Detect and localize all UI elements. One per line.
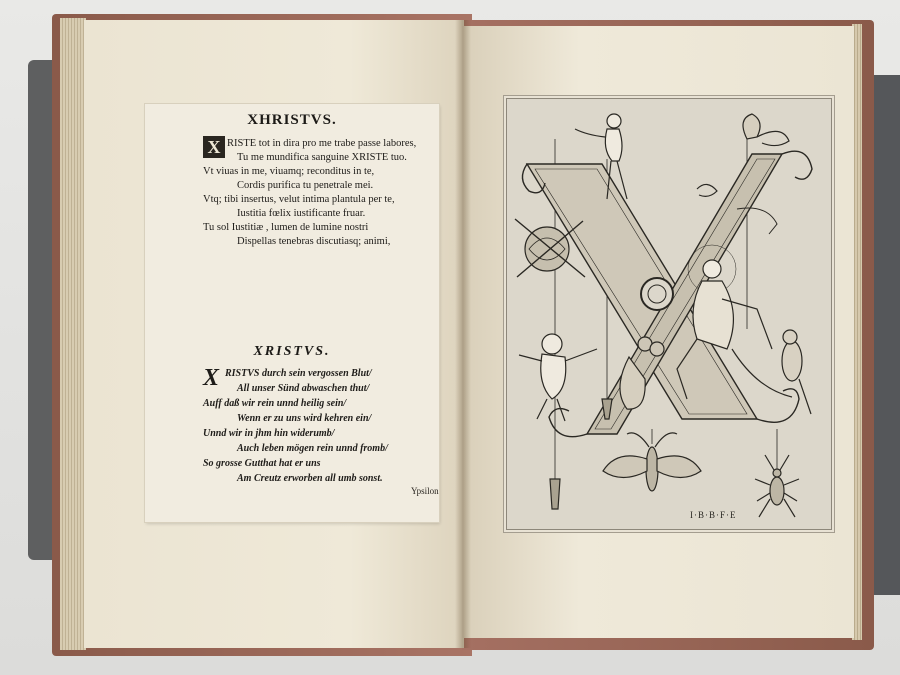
engraving-plate (507, 99, 831, 529)
german-line: Auch leben mögen rein unnd fromb/ (237, 443, 388, 454)
engraving-illustration (507, 99, 831, 529)
german-line: All unser Sünd abwaschen thut/ (237, 383, 370, 394)
latin-line: Cordis purifica tu penetrale mei. (237, 180, 374, 191)
page-edges-left (60, 18, 86, 650)
latin-line: Iustitia fœlix iustificante fruar. (237, 208, 366, 219)
catchword: Ypsilon (411, 486, 439, 496)
text-sheet (145, 104, 439, 522)
latin-title: XHRISTVS. (247, 112, 337, 128)
german-title: XRISTVS. (253, 344, 331, 359)
german-line: Wenn er zu uns wird kehren ein/ (237, 413, 372, 424)
latin-line: Dispellas tenebras discutiasq; animi, (237, 236, 391, 247)
german-line: RISTVS durch sein vergossen Blut/ (225, 368, 372, 379)
latin-line: Tu me mundifica sanguine XRISTE tuo. (237, 152, 407, 163)
book-gutter (455, 20, 471, 648)
latin-line: Tu sol Iustitiæ , lumen de lumine nostri (203, 222, 369, 233)
engraver-signature: I·B·B·F·E (690, 510, 737, 520)
german-line: Auff daß wir rein unnd heilig sein/ (203, 398, 347, 409)
german-dropcap: X (203, 365, 220, 391)
german-line: Am Creutz erworben all umb sonst. (237, 473, 383, 484)
german-line: Unnd wir in jhm hin widerumb/ (203, 428, 335, 439)
latin-dropcap: X (203, 136, 225, 158)
german-line: So grosse Gutthat hat er uns (203, 458, 321, 469)
latin-line: Vt viuas in me, viuamq; reconditus in te, (203, 166, 375, 177)
latin-line: Vtq; tibi insertus, velut intima plantula per te, (203, 194, 395, 205)
latin-line: RISTE tot in dira pro me trabe passe labores, (227, 138, 417, 149)
